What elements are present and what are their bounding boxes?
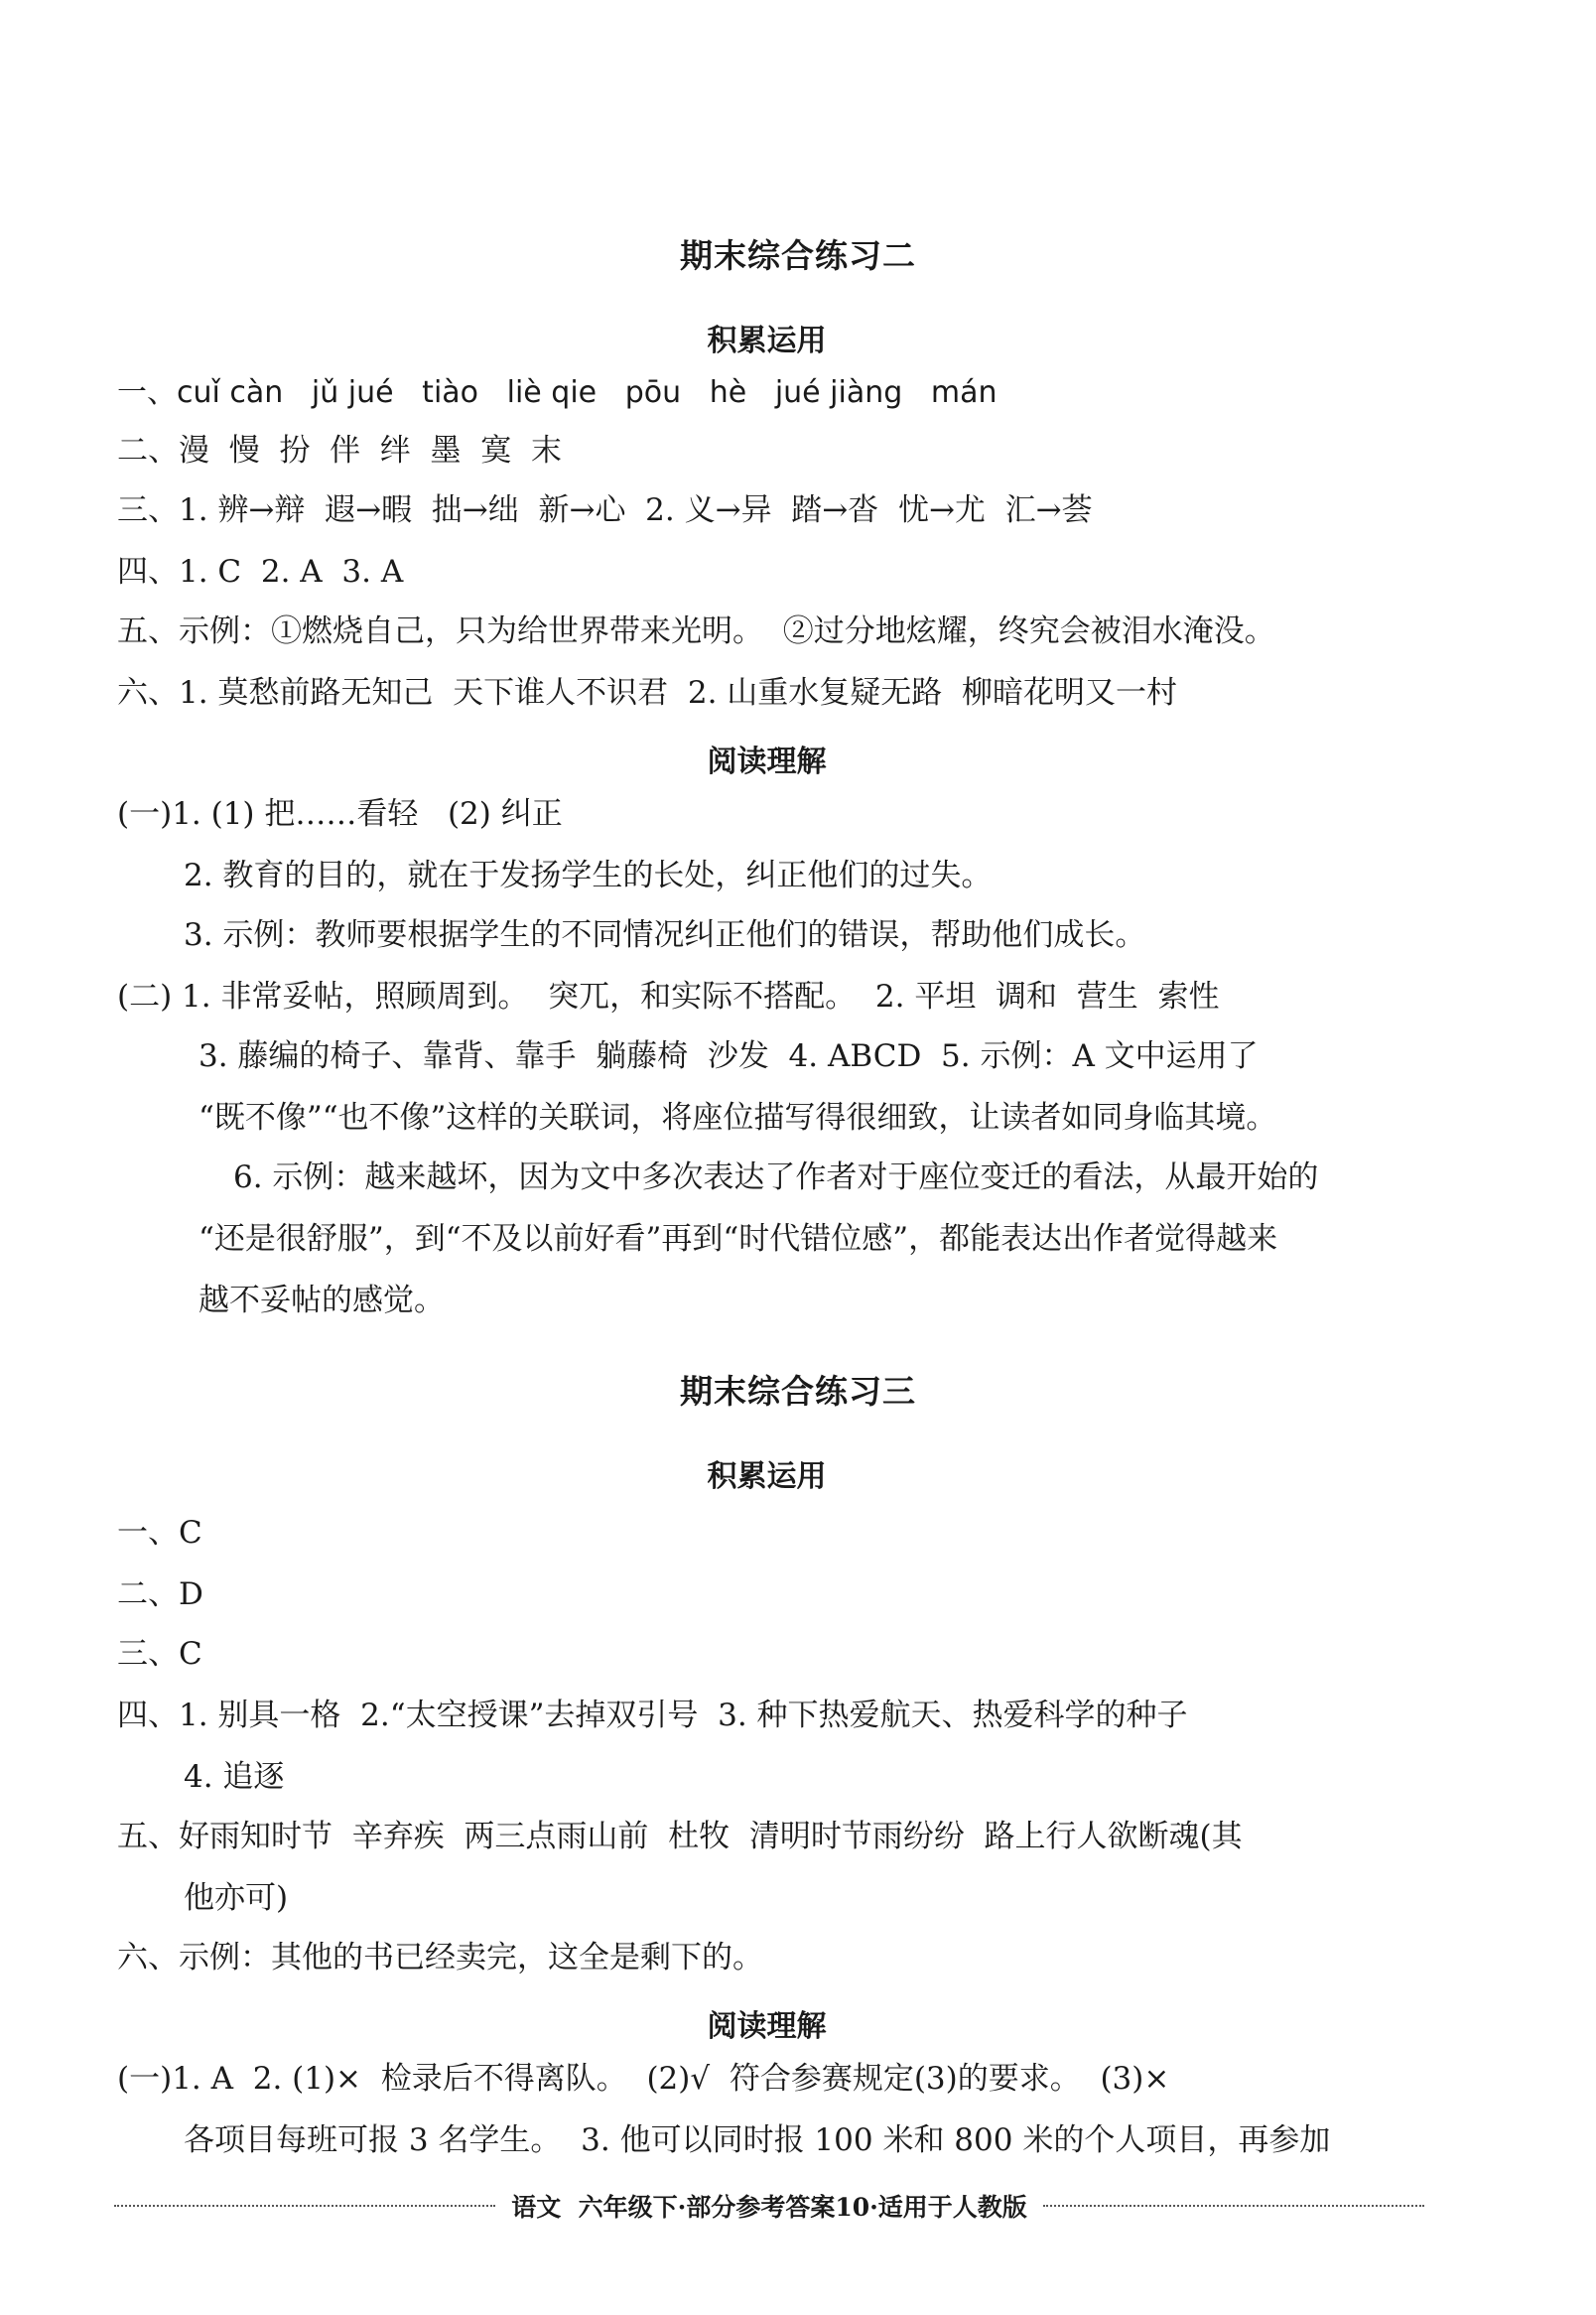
exercise2-reading-8: “还是很舒服”，到“不及以前好看”再到“时代错位感”，都能表达出作者觉得越来 (199, 1221, 1278, 1257)
exercise3-answer-3: 三、C (117, 1636, 202, 1672)
exercise2-reading-3: 3. 示例：教师要根据学生的不同情况纠正他们的错误，帮助他们成长。 (184, 917, 1146, 953)
exercise3-section-accumulation: 积累运用 (707, 1459, 827, 1494)
exercise2-reading-9: 越不妥帖的感觉。 (199, 1283, 445, 1318)
exercise2-reading-6: “既不像”“也不像”这样的关联词，将座位描写得很细致，让读者如同身临其境。 (199, 1100, 1277, 1136)
footer-dotted-rule-left (114, 2205, 495, 2207)
exercise2-section-reading: 阅读理解 (707, 745, 827, 779)
footer-text: 语文 六年级下·部分参考答案10·适用于人教版 (511, 2193, 1027, 2222)
exercise3-answer-1: 一、C (117, 1515, 202, 1551)
exercise3-answer-4-cont: 4. 追逐 (184, 1759, 285, 1795)
footer-dotted-rule-right (1043, 2205, 1424, 2207)
exercise2-answer-4: 四、1. C 2. A 3. A (117, 554, 404, 590)
exercise3-title: 期末综合练习三 (680, 1372, 916, 1411)
exercise3-answer-4: 四、1. 别具一格 2.“太空授课”去掉双引号 3. 种下热爱航天、热爱科学的种子 (117, 1698, 1188, 1733)
exercise3-reading-2: 各项目每班可报 3 名学生。 3. 他可以同时报 100 米和 800 米的个人项目，再参加 (184, 2122, 1331, 2158)
exercise3-answer-6: 六、示例：其他的书已经卖完，这全是剩下的。 (117, 1940, 763, 1975)
exercise3-answer-2: 二、D (117, 1576, 203, 1612)
exercise3-answer-5: 五、好雨知时节 辛弃疾 两三点雨山前 杜牧 清明时节雨纷纷 路上行人欲断魂(其 (117, 1819, 1243, 1854)
page-footer (114, 2186, 1424, 2226)
exercise3-answer-5-cont: 他亦可) (184, 1880, 289, 1916)
exercise2-answer-2: 二、漫 慢 扮 伴 绊 墨 寞 末 (117, 433, 562, 469)
exercise2-reading-7: 6. 示例：越来越坏，因为文中多次表达了作者对于座位变迁的看法，从最开始的 (233, 1159, 1319, 1195)
exercise2-reading-4: (二) 1. 非常妥帖，照顾周到。 突兀，和实际不搭配。 2. 平坦 调和 营生 索性 (117, 979, 1220, 1015)
exercise3-section-reading: 阅读理解 (707, 2009, 827, 2044)
exercise2-answer-3: 三、1. 辨→辩 遐→暇 拙→绌 新→心 2. 义→异 踏→沓 忧→尤 汇→荟 (117, 492, 1093, 528)
exercise2-answer-6: 六、1. 莫愁前路无知己 天下谁人不识君 2. 山重水复疑无路 柳暗花明又一村 (117, 675, 1177, 711)
exercise2-reading-2: 2. 教育的目的，就在于发扬学生的长处，纠正他们的过失。 (184, 858, 993, 893)
exercise2-reading-5: 3. 藤编的椅子、靠背、靠手 躺藤椅 沙发 4. ABCD 5. 示例：A 文中运用了 (199, 1038, 1259, 1074)
exercise3-reading-1: (一)1. A 2. (1)× 检录后不得离队。 (2)√ 符合参赛规定(3)的要求。 (3)× (117, 2061, 1170, 2097)
exercise2-title: 期末综合练习二 (680, 236, 916, 275)
exercise2-answer-1: 一、cuǐ càn jǔ jué tiào liè qie pōu hè jué jiàng mán (117, 375, 998, 410)
exercise2-reading-1: (一)1. (1) 把……看轻 (2) 纠正 (117, 796, 563, 832)
exercise2-answer-5: 五、示例：①燃烧自己，只为给世界带来光明。 ②过分地炫耀，终究会被泪水淹没。 (117, 613, 1275, 649)
exercise2-section-accumulation: 积累运用 (707, 324, 827, 358)
